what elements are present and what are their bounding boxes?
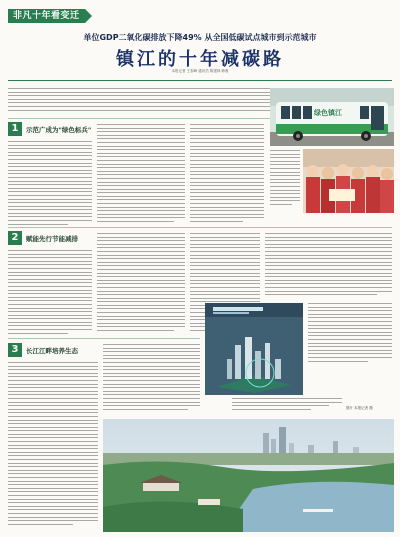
crowd-illustration — [303, 149, 394, 213]
article-column-2d — [265, 233, 392, 301]
subhead-title: 长江江畔培养生态 — [26, 346, 78, 355]
article-column-1b — [97, 124, 185, 225]
photo-caption — [232, 398, 342, 412]
subhead-title: 示范广成为"绿色标兵" — [26, 125, 92, 134]
screen-photo — [205, 303, 303, 395]
article-column-3b — [103, 344, 200, 416]
crowd-photo — [303, 149, 394, 213]
kicker-headline: 单位GDP二氧化碳排放下降49% 从全国低碳试点城市到示范城市 — [83, 33, 317, 42]
photo-credit: 图片 本报记者 摄 — [346, 406, 373, 410]
section-rule-3 — [8, 338, 200, 339]
digital-screen-illustration — [205, 303, 303, 395]
bus-logo-text: 绿色镇江 — [314, 108, 342, 117]
section-rule-2 — [8, 227, 392, 228]
caption-bus — [270, 150, 300, 212]
article-column-3a — [8, 362, 98, 532]
subhead-3 — [8, 343, 78, 357]
subhead-number: 1 — [8, 122, 22, 136]
article-column-1a — [8, 141, 92, 225]
main-headline: 镇江的十年减碳路 — [116, 49, 284, 70]
byline: 本报记者 王泰峰 通讯员 陈建林 韩康 — [171, 69, 229, 73]
article-column-2e — [308, 303, 392, 367]
bus-photo — [270, 88, 394, 146]
subhead-2 — [8, 231, 78, 245]
subhead-title: 赋能先行节能减排 — [26, 234, 78, 243]
subhead-1 — [8, 122, 91, 136]
article-column-2b — [97, 233, 185, 335]
subhead-number: 2 — [8, 231, 22, 245]
city-lake-illustration — [103, 419, 394, 532]
article-column-1c — [190, 124, 264, 225]
city-photo — [103, 419, 394, 532]
section-tag: 非凡十年看变迁 — [8, 9, 85, 23]
subhead-number: 3 — [8, 343, 22, 357]
header-rule — [8, 80, 392, 81]
article-column-2a — [8, 250, 92, 335]
